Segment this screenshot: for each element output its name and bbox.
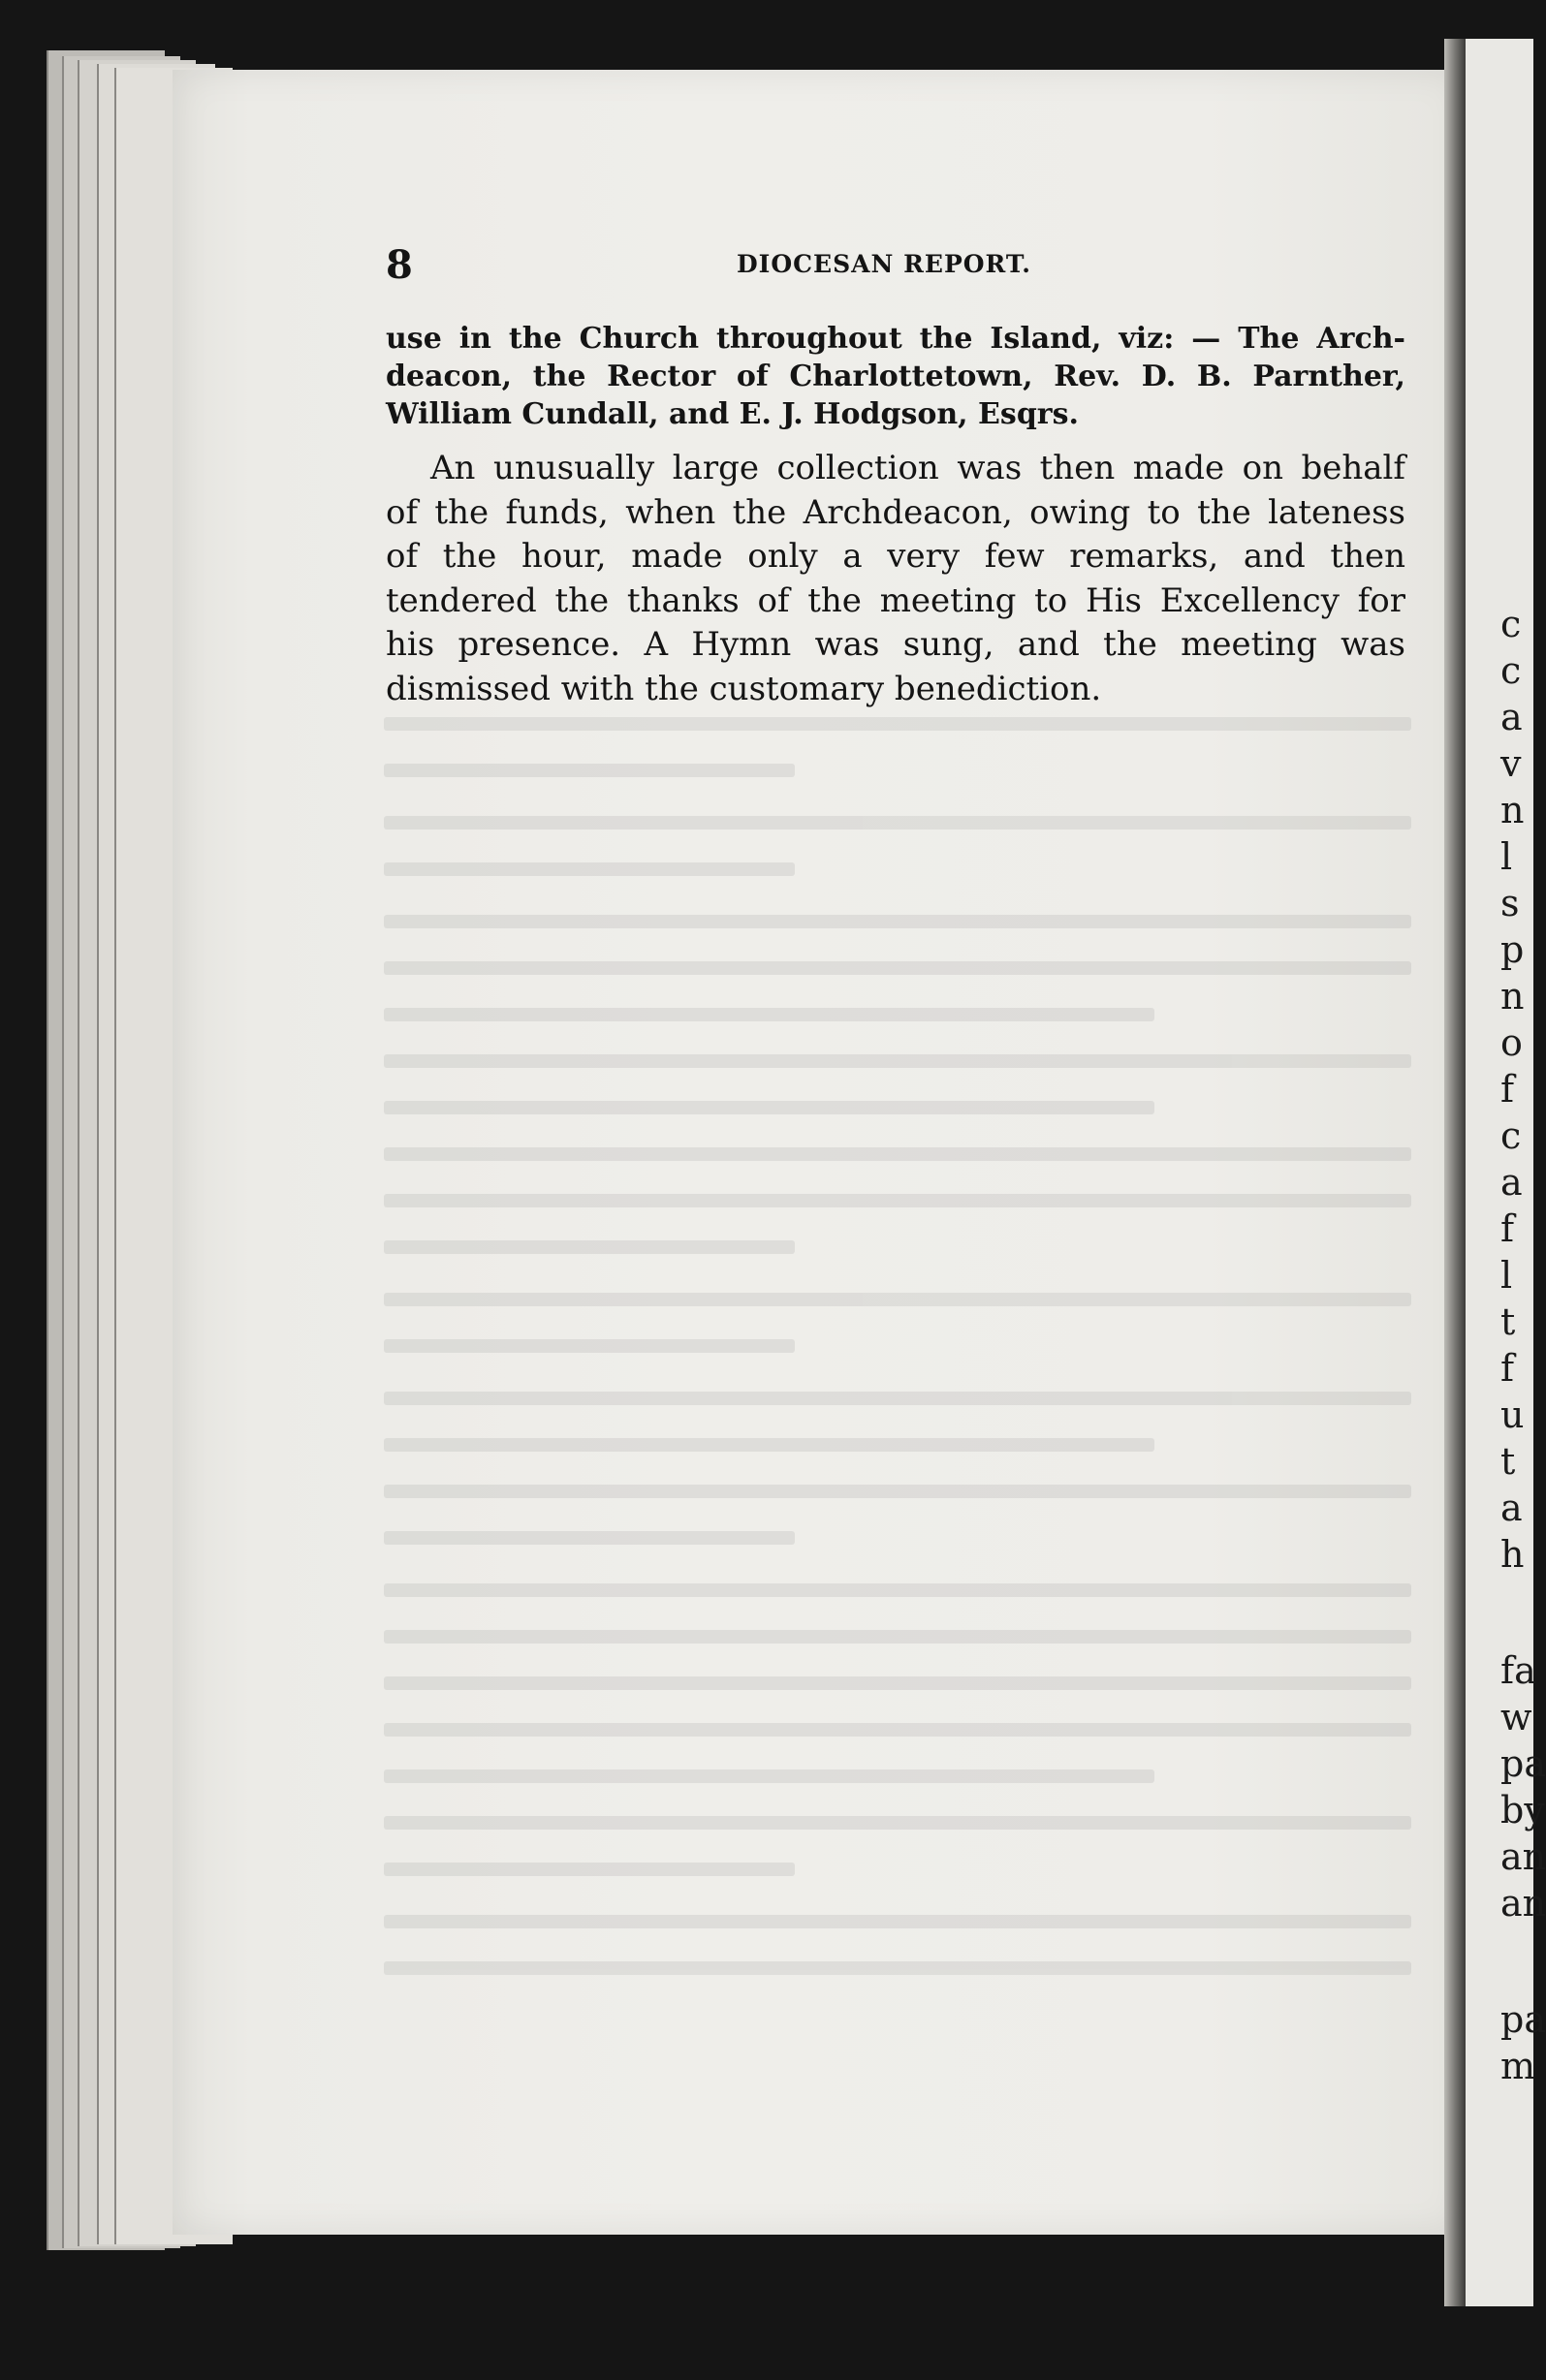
fragment: v xyxy=(1500,742,1522,785)
fragment: an xyxy=(1500,1882,1546,1925)
fragment: f xyxy=(1500,1347,1515,1390)
fragment: t xyxy=(1500,1440,1516,1483)
running-head: DIOCESAN REPORT. xyxy=(737,250,1031,278)
facing-page-fragments xyxy=(1500,601,1546,2089)
text-line: tendered the thanks of the meeting to His Excellency for xyxy=(386,580,1405,620)
fragment: l xyxy=(1500,835,1513,878)
fragment: pa xyxy=(1500,1998,1546,2041)
paragraph-gap xyxy=(1500,1578,1528,1647)
fragment: w xyxy=(1500,1696,1532,1738)
fragment: n xyxy=(1500,975,1525,1018)
paragraph-committee xyxy=(386,320,1405,433)
page-content xyxy=(386,242,1405,711)
fragment: fa xyxy=(1500,1649,1536,1692)
text-line: William Cundall, and E. J. Hodgson, Esqrs. xyxy=(386,397,1079,431)
fragment: u xyxy=(1500,1394,1525,1436)
fragment: o xyxy=(1500,1021,1523,1064)
fragment: h xyxy=(1500,1533,1525,1576)
fragment: f xyxy=(1500,1068,1515,1111)
page-header xyxy=(386,242,1405,291)
text-line: deacon, the Rector of Charlottetown, Rev. D. B. Parnther, xyxy=(386,360,1405,393)
text-line: An unusually large collection was then made on behalf xyxy=(430,449,1405,487)
body-text xyxy=(386,320,1405,711)
fragment: f xyxy=(1500,1207,1515,1250)
page-number: 8 xyxy=(386,242,413,288)
fragment: by xyxy=(1500,1789,1545,1832)
paragraph-collection xyxy=(386,447,1405,711)
fragment: c xyxy=(1500,603,1522,645)
text-line: dismissed with the customary benediction. xyxy=(386,669,1102,708)
fragment: s xyxy=(1500,882,1520,924)
paragraph-gap xyxy=(1500,1926,1528,1996)
fragment: a xyxy=(1500,696,1523,738)
fragment: l xyxy=(1500,1254,1513,1297)
fragment: a xyxy=(1500,1161,1523,1204)
show-through-text xyxy=(384,717,1411,2093)
fragment: c xyxy=(1500,1114,1522,1157)
fragment: pa xyxy=(1500,1742,1546,1785)
fragment: a xyxy=(1500,1487,1523,1529)
text-line: use in the Church throughout the Island, viz: — The Arch- xyxy=(386,322,1405,356)
text-line: of the funds, when the Archdeacon, owing to the lateness xyxy=(386,492,1405,532)
text-line: of the hour, made only a very few remarks, and then xyxy=(386,537,1405,576)
fragment: n xyxy=(1500,789,1525,831)
fragment: p xyxy=(1500,928,1525,971)
fragment: m xyxy=(1500,2045,1536,2087)
fragment: an xyxy=(1500,1835,1546,1878)
text-line: his presence. A Hymn was sung, and the meeting was xyxy=(386,625,1405,664)
book-gutter xyxy=(1444,39,1466,2306)
fragment: c xyxy=(1500,649,1522,692)
fragment: t xyxy=(1500,1300,1516,1343)
